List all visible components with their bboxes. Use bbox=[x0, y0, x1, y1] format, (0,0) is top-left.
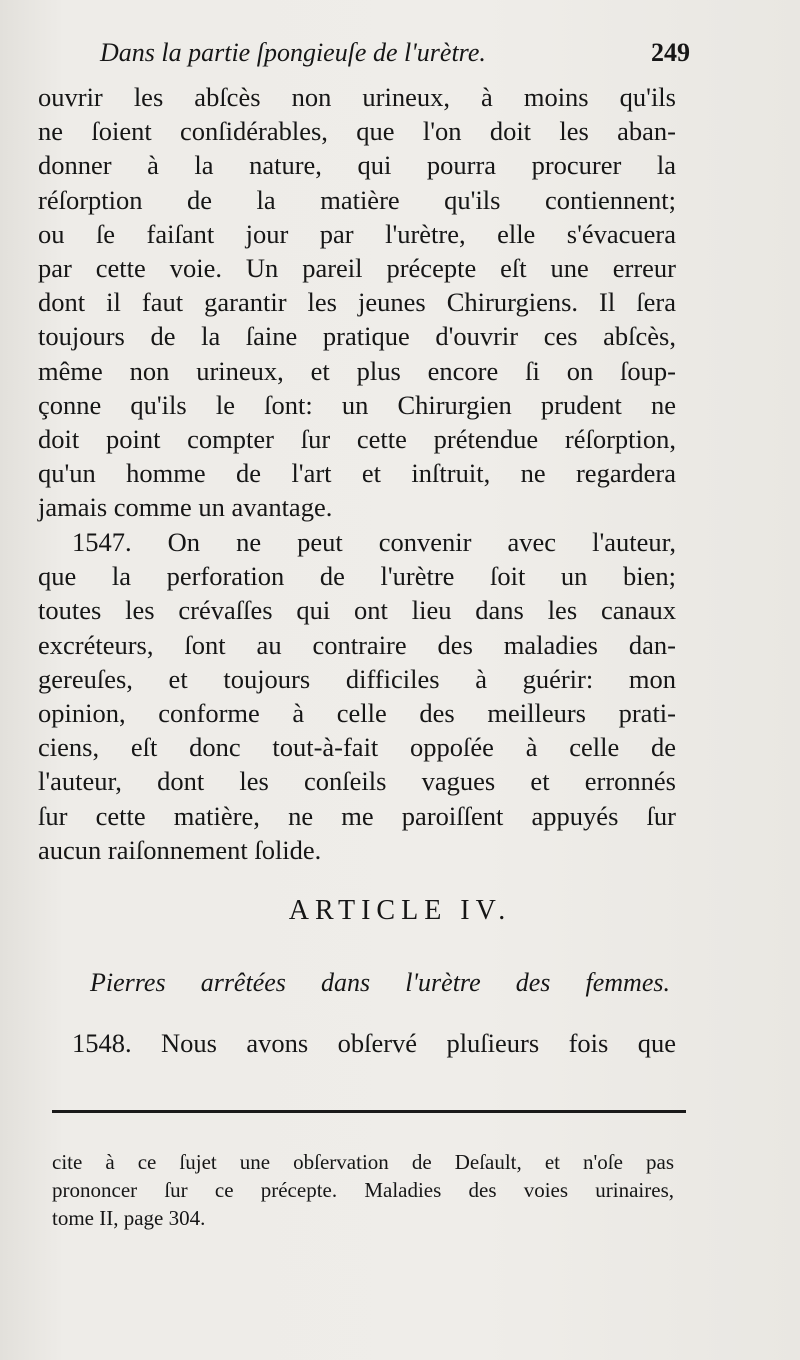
text-line: toutes les crévaſſes qui ont lieu dans les canaux bbox=[38, 595, 676, 626]
running-head-title: Dans la partie ſpongieuſe de l'urètre. bbox=[100, 38, 486, 67]
text-line: ciens, eſt donc tout-à-fait oppoſée à celle de bbox=[38, 732, 676, 763]
footnote-line: tome II, page 304. bbox=[52, 1206, 206, 1230]
text-line: donner à la nature, qui pourra procurer la bbox=[38, 150, 676, 181]
text-line: toujours de la ſaine pratique d'ouvrir ces abſcès, bbox=[38, 321, 676, 352]
text-line: 1548. Nous avons obſervé pluſieurs fois que bbox=[72, 1028, 676, 1058]
text-line: par cette voie. Un pareil précepte eſt une erreur bbox=[38, 252, 676, 283]
paragraph-2 bbox=[38, 525, 676, 867]
text-line: ouvrir les abſcès non urineux, à moins qu'ils bbox=[38, 82, 676, 112]
article-subtitle: Pierres arrêtées dans l'urètre des femmes. bbox=[90, 968, 670, 997]
footnote-line: cite à ce ſujet une obſervation de Deſault, et n'oſe pas bbox=[52, 1150, 674, 1174]
text-line: gereuſes, et toujours difficiles à guérir: mon bbox=[38, 663, 676, 694]
text-line: ne ſoient conſidérables, que l'on doit les aban- bbox=[38, 116, 676, 147]
paragraph-1 bbox=[38, 80, 676, 524]
article-heading: ARTICLE IV. bbox=[288, 895, 512, 926]
footnote-line: prononcer ſur ce précepte. Maladies des voies urinaires, bbox=[52, 1178, 674, 1202]
footnote bbox=[52, 1148, 674, 1232]
text-line: qu'un homme de l'art et inſtruit, ne regardera bbox=[38, 458, 676, 489]
page-number: 249 bbox=[651, 38, 690, 67]
text-line: ou ſe faiſant jour par l'urètre, elle s'évacuera bbox=[38, 218, 676, 249]
text-line: jamais comme un avantage. bbox=[38, 492, 333, 523]
text-line: çonne qu'ils le ſont: un Chirurgien prudent ne bbox=[38, 389, 676, 420]
footnote-divider bbox=[52, 1110, 686, 1113]
paragraph-3 bbox=[38, 1026, 676, 1060]
text-line: dont il faut garantir les jeunes Chirurgiens. Il ſera bbox=[38, 287, 676, 318]
text-line: aucun raiſonnement ſolide. bbox=[38, 834, 322, 865]
text-line: ſur cette matière, ne me paroiſſent appuyés ſur bbox=[38, 800, 676, 831]
text-line: excréteurs, ſont au contraire des maladies dan- bbox=[38, 629, 676, 660]
text-line: doit point compter ſur cette prétendue réſorption, bbox=[38, 423, 676, 454]
text-line: 1547. On ne peut convenir avec l'auteur, bbox=[72, 527, 676, 557]
text-line: l'auteur, dont les conſeils vagues et erronnés bbox=[38, 766, 676, 797]
running-head bbox=[100, 36, 690, 76]
text-line: opinion, conforme à celle des meilleurs prati- bbox=[38, 697, 676, 728]
text-line: que la perforation de l'urètre ſoit un bien; bbox=[38, 561, 676, 592]
text-line: réſorption de la matière qu'ils contiennent; bbox=[38, 184, 676, 215]
text-line: même non urineux, et plus encore ſi on ſoup- bbox=[38, 355, 676, 386]
